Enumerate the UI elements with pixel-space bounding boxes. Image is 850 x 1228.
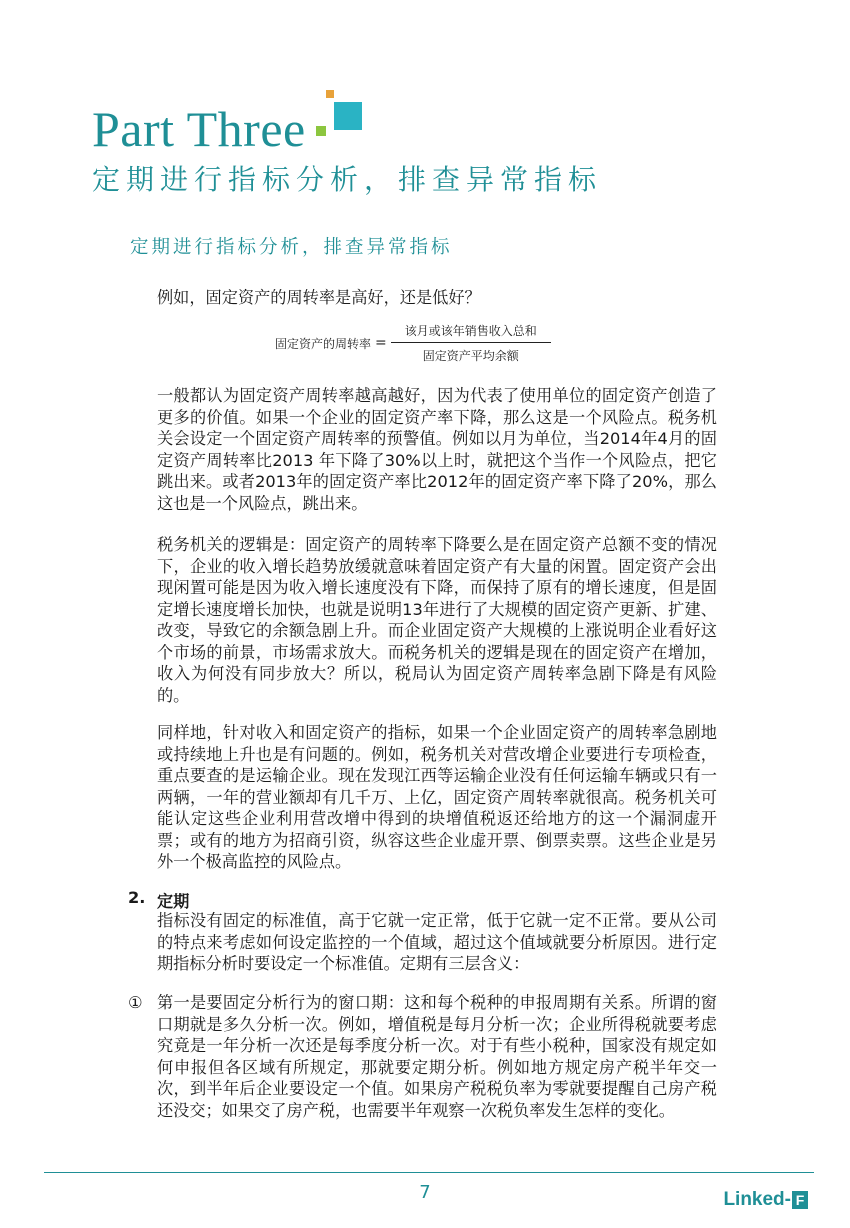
footer-divider bbox=[44, 1172, 814, 1173]
decorative-squares-logo bbox=[314, 88, 374, 148]
paragraph-2: 税务机关的逻辑是：固定资产的周转率下降要么是在固定资产总额不变的情况下，企业的收入增长趋势放缓就意味着固定资产有大量的闲置。固定资产会出现闲置可能是因为收入增长速度没有下降，而保持了原有的增长速度，但是固定增长速度增长加快，也就是说明13年进行了大规模的固定资产更新、扩建、改变，导致它的余额急剧上升。而企业固定资产大规模的上涨说明企业看好这个市场的前景，市场需求放大。而税务机关的逻辑是现在的固定资产在增加，收入为何没有同步放大？所以，税局认为固定资产周转率急剧下降是有风险的。 bbox=[157, 535, 717, 705]
point-marker: ① bbox=[128, 993, 143, 1012]
brand-box: F bbox=[792, 1191, 808, 1209]
example-question: 例如，固定资产的周转率是高好，还是低好？ bbox=[157, 288, 481, 307]
formula-denominator: 固定资产平均余额 bbox=[391, 342, 551, 364]
orange-square bbox=[326, 90, 334, 98]
formula-numerator: 该月或该年销售收入总和 bbox=[404, 324, 537, 338]
item-title: 定期 bbox=[157, 892, 190, 911]
item-number: 2. bbox=[128, 888, 146, 907]
page-number: 7 bbox=[419, 1182, 431, 1203]
point-text: 第一是要固定分析行为的窗口期：这和每个税种的申报周期有关系。所谓的窗口期就是多久分析一次。例如，增值税是每月分析一次；企业所得税就要考虑究竟是一年分析一次还是每季度分析一次。对于有些小税种，国家没有规定如何申报但各区域有所规定，那就要定期分析。例如地方规定房产税半年交一次，到半年后企业要设定一个值。如果房产税税负率为零就要提醒自己房产税还没交；如果交了房产税，也需要半年观察一次税负率发生怎样的变化。 bbox=[157, 993, 717, 1120]
formula-fraction bbox=[391, 322, 551, 364]
brand-logo bbox=[723, 1189, 808, 1211]
brand-text: Linked- bbox=[723, 1189, 791, 1210]
section-heading: 定期进行指标分析，排查异常指标 bbox=[130, 237, 453, 258]
paragraph-1: 一般都认为固定资产周转率越高越好，因为代表了使用单位的固定资产创造了更多的价值。如果一个企业的固定资产率下降，那么这是一个风险点。税务机关会设定一个固定资产周转率的预警值。例如以月为单位，当2014年4月的固定资产周转率比2013 年下降了30%以上时，就把这个当作一个风险点，把它跳出来。或者2013年的固定资产率比2012年的固定资产率下降了20%，那么这也是一个风险点，跳出来。 bbox=[157, 386, 717, 513]
turnover-formula bbox=[275, 318, 551, 368]
teal-square bbox=[334, 102, 362, 130]
formula-lhs: 固定资产的周转率 bbox=[275, 336, 372, 351]
green-square bbox=[316, 126, 326, 136]
part-title: Part Three bbox=[92, 101, 306, 157]
item-text: 指标没有固定的标准值，高于它就一定正常，低于它就一定不正常。要从公司的特点来考虑如何设定监控的一个值域，超过这个值域就要分析原因。进行定期指标分析时要设定一个标准值。定期有三层含义： bbox=[157, 911, 717, 973]
paragraph-3: 同样地，针对收入和固定资产的指标，如果一个企业固定资产的周转率急剧地或持续地上升也是有问题的。例如，税务机关对营改增企业要进行专项检查，重点要查的是运输企业。现在发现江西等运输企业没有任何运输车辆或只有一两辆，一年的营业额却有几千万、上亿，固定资产周转率就很高。税务机关可能认定这些企业利用营改增中得到的块增值税返还给地方的这一个漏洞虚开票；或有的地方为招商引资，纵容这些企业虚开票、倒票卖票。这些企业是另外一个极高监控的风险点。 bbox=[157, 723, 717, 871]
formula-equals: = bbox=[375, 335, 387, 351]
page-subtitle: 定期进行指标分析，排查异常指标 bbox=[92, 163, 603, 196]
